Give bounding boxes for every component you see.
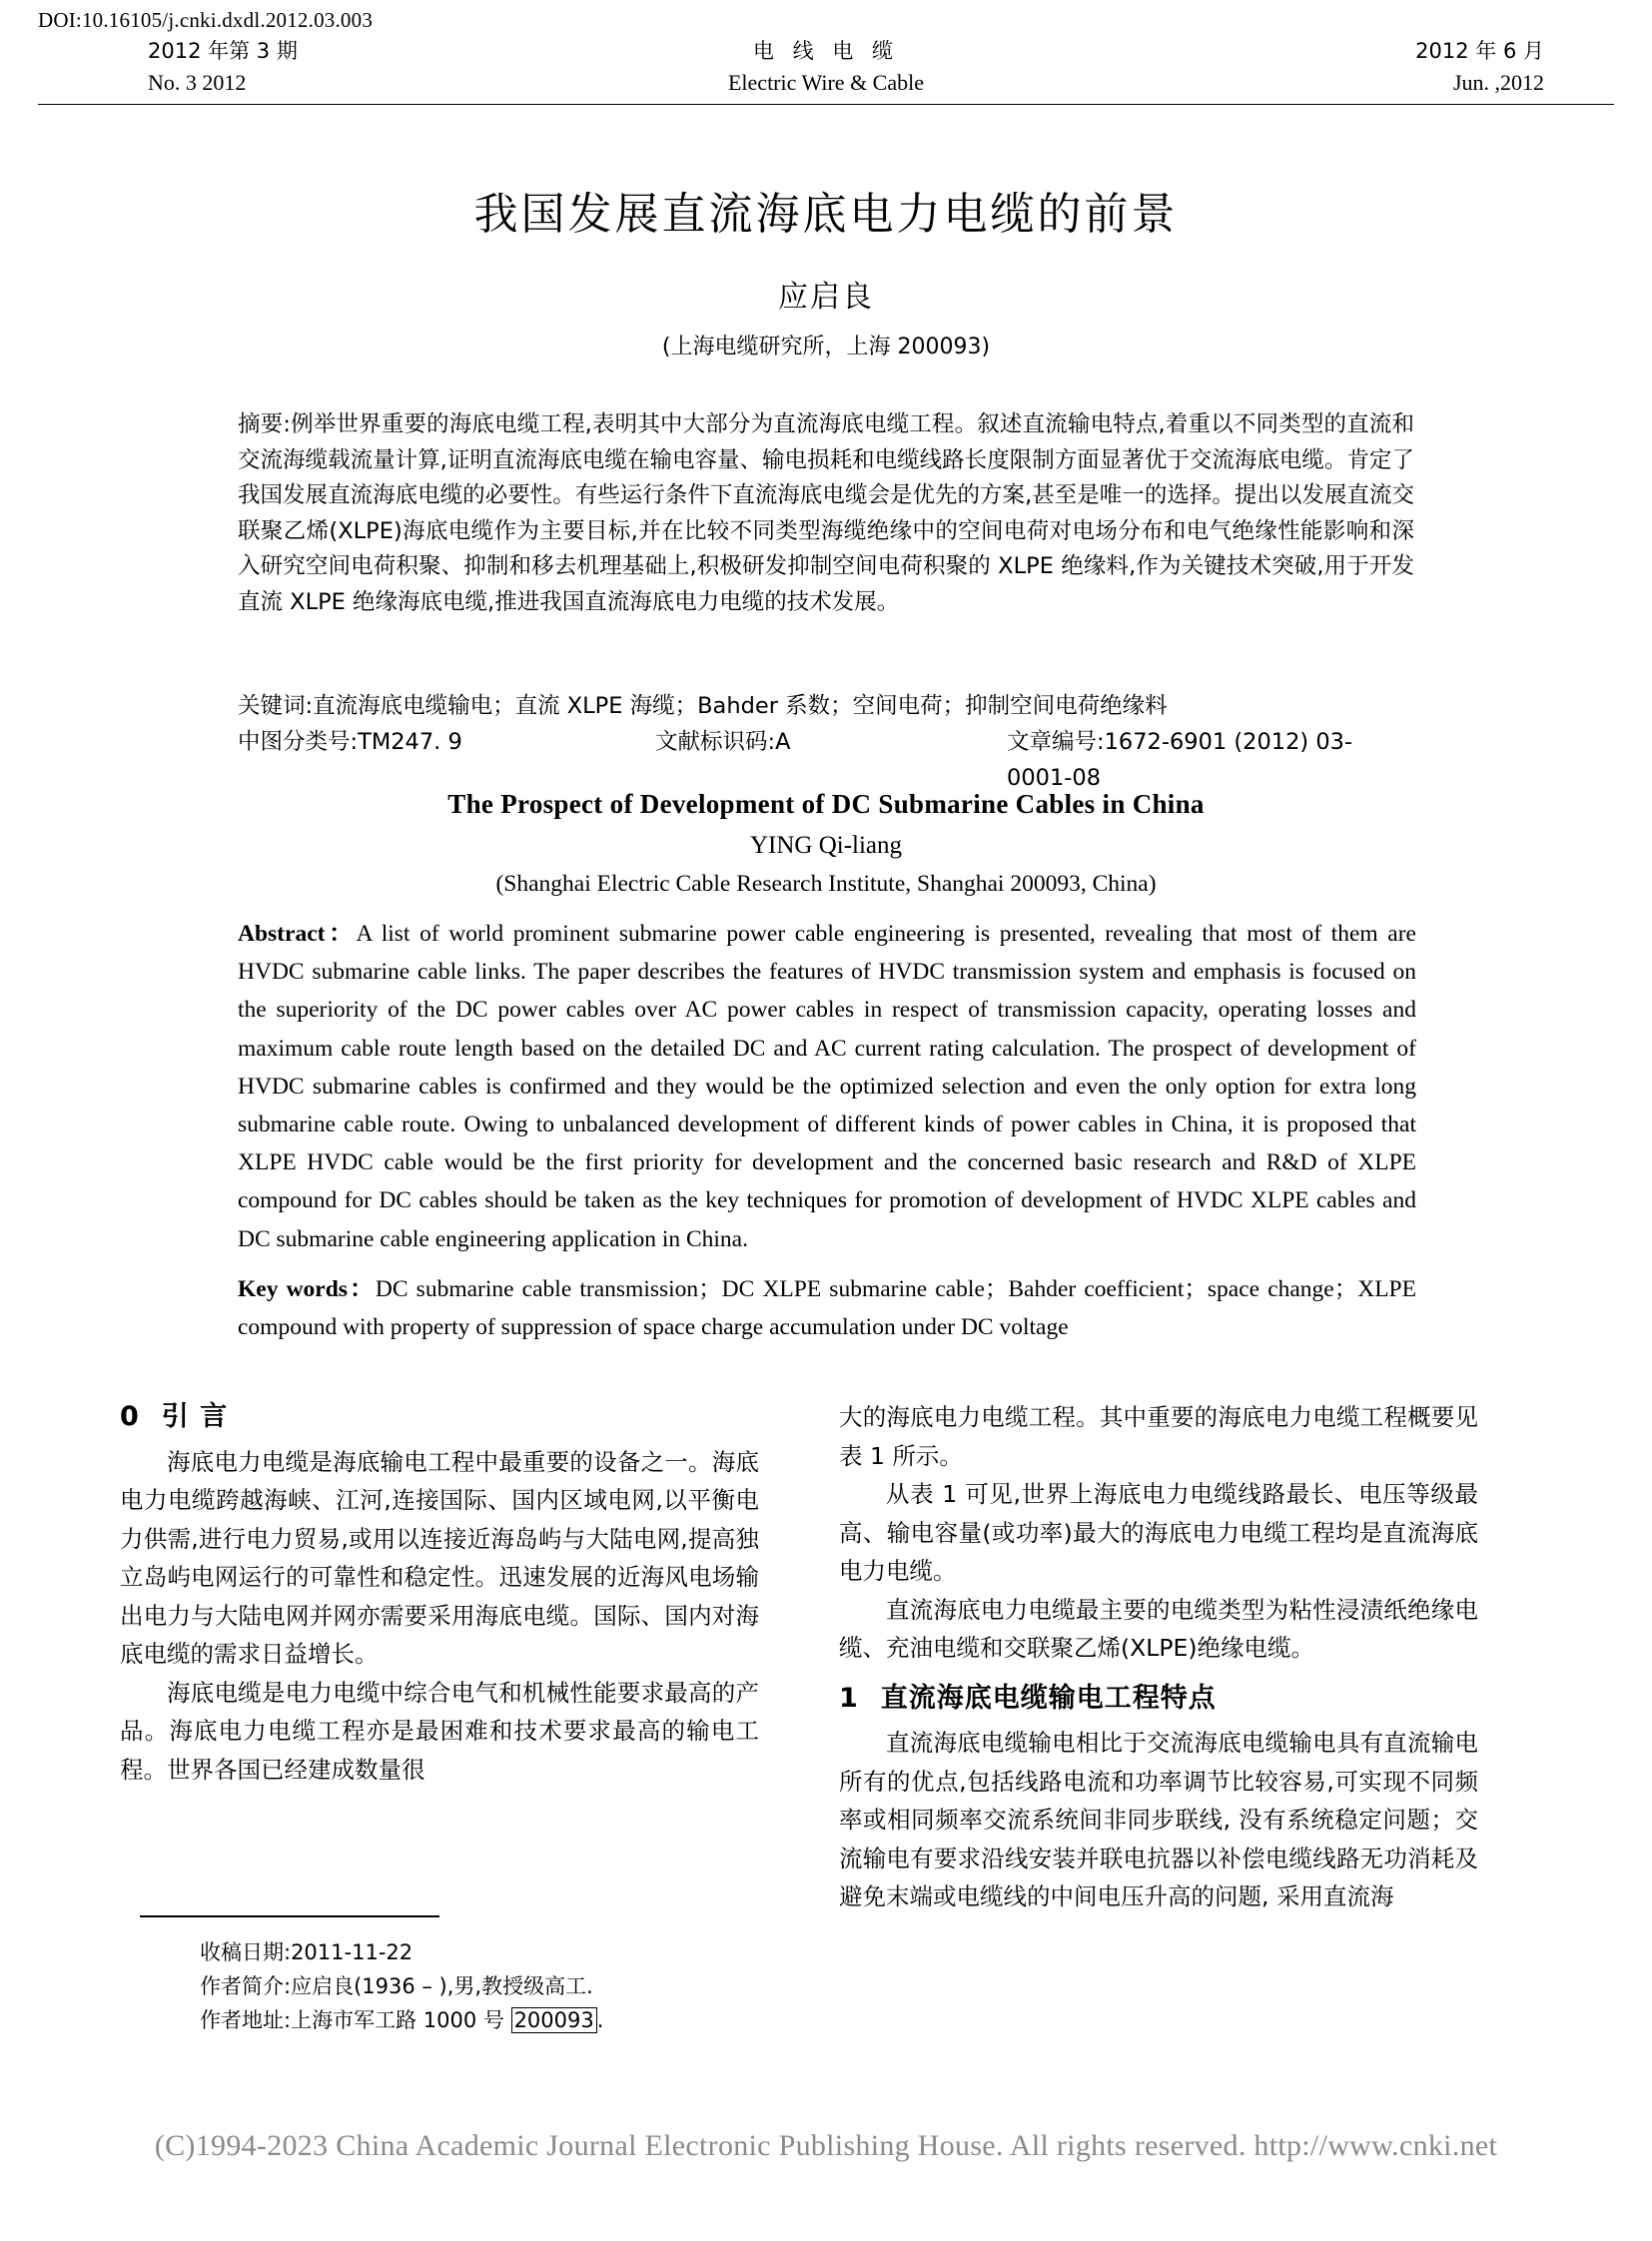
issue-en: No. 3 2012 xyxy=(148,70,247,95)
footnote-block xyxy=(200,1935,759,2037)
keywords-en xyxy=(238,1270,1416,1346)
paragraph: 海底电缆是电力电缆中综合电气和机械性能要求最高的产品。海底电力电缆工程亦是最困难和技术要求最高的输电工程。世界各国已经建成数量很 xyxy=(120,1678,759,1784)
section-heading-1 xyxy=(839,1680,1478,1719)
article-id: 文章编号:1672-6901 (2012) 03-0001-08 xyxy=(1007,729,1353,791)
page-title-cn: 我国发展直流海底电力电缆的前景 xyxy=(473,189,1179,240)
keywords-en-text: DC submarine cable transmission；DC XLPE submarine cable；Bahder coefficient；space change；XLPE compound with property of suppression of space charge accumulation under DC voltage xyxy=(238,1276,1416,1341)
header-divider xyxy=(38,104,1614,105)
section-heading-0 xyxy=(120,1398,759,1437)
author-cn: 应启良 xyxy=(778,280,874,315)
section-0-number: 0 xyxy=(120,1401,140,1432)
abstract-cn-text: 摘要:例举世界重要的海底电缆工程,表明其中大部分为直流海底电缆工程。叙述直流输电特点,着重以不同类型的直流和交流海缆载流量计算,证明直流海底电缆在输电容量、输电损耗和电缆线路长度限制方面显著优于交流海底电缆。肯定了我国发展直流海底电缆的必要性。有些运行条件下直流海底电缆会是优先的方案,甚至是唯一的选择。提出以发展直流交联聚乙烯(XLPE)海底电缆作为主要目标,并在比较不同类型海缆绝缘中的空间电荷对电场分布和电气绝缘性能影响和深入研究空间电荷积聚、抑制和移去机理基础上,积极研发抑制空间电荷积聚的 XLPE 绝缘料,作为关键技术突破,用于开发直流 XLPE 绝缘海底电缆,推进我国直流海底电力电缆的技术发展。 xyxy=(238,411,1414,615)
column-left xyxy=(120,1398,759,1789)
section-0-title: 引 言 xyxy=(161,1401,229,1432)
received-date: 收稿日期:2011-11-22 xyxy=(200,1940,413,1964)
abstract-en-text: A list of world prominent submarine power cable engineering is presented, revealing that most of them are HVDC submarine cable links. The paper describes the features of HVDC transmission system and emphasis is focused on the superiority of the DC power cables over AC power cables in respect of transmission capacity, operating losses and maximum cable route length based on the detailed DC and AC current rating calculation. The prospect of development of HVDC submarine cables is confirmed and they would be the optimized selection and even the only option for extra long submarine cable route. Owing to unbalanced development of different kinds of power cables in China, it is proposed that XLPE HVDC cable would be the first priority for development and the concerned basic research and R&D of XLPE compound for DC cables should be taken as the key techniques for promotion of development of HVDC XLPE cables and DC submarine cable engineering application in China. xyxy=(238,921,1416,1252)
paragraph: 海底电力电缆是海底输电工程中最重要的设备之一。海底电力电缆跨越海峡、江河,连接国际、国内区域电网,以平衡电力供需,进行电力贸易,或用以连接近海岛屿与大陆电网,提高独立岛屿电网运行的可靠性和稳定性。迅速发展的近海风电场输出电力与大陆电网并网亦需要采用海底电缆。国际、国内对海底电缆的需求日益增长。 xyxy=(120,1447,759,1668)
affiliation-en: (Shanghai Electric Cable Research Institute, Shanghai 200093, China) xyxy=(495,871,1157,897)
column-right xyxy=(839,1398,1478,1916)
author-address-suffix: . xyxy=(596,2008,604,2032)
section-1-number: 1 xyxy=(839,1682,859,1714)
copyright-notice: (C)1994-2023 China Academic Journal Electronic Publishing House. All rights reserved. http://www.cnki.net xyxy=(154,2129,1498,2162)
author-en: YING Qi-liang xyxy=(749,832,903,859)
paragraph: 直流海底电力电缆最主要的电缆类型为粘性浸渍纸绝缘电缆、充油电缆和交联聚乙烯(XLPE)绝缘电缆。 xyxy=(839,1595,1478,1662)
running-head-center xyxy=(38,36,1614,98)
abstract-en-label: Abstract： xyxy=(238,921,357,947)
paragraph: 大的海底电力电缆工程。其中重要的海底电力电缆工程概要见表 1 所示。 xyxy=(839,1403,1478,1470)
running-head-right xyxy=(1415,36,1544,98)
doi-line: DOI:10.16105/j.cnki.dxdl.2012.03.003 xyxy=(38,8,374,32)
journal-name-cn: 电 线 电 缆 xyxy=(752,39,900,63)
paragraph: 直流海底电缆输电相比于交流海底电缆输电具有直流输电所有的优点,包括线路电流和功率调节比较容易,可实现不同频率或相同频率交流系统间非同步联线, 没有系统稳定问题；交流输电有要求沿线安装并联电抗器以补偿电缆线路无功消耗及避免末端或电缆线的中间电压升高的问题, 采用直流海 xyxy=(839,1729,1478,1910)
document-code: 文献标识码:A xyxy=(655,729,791,755)
postal-code-box: 200093 xyxy=(511,2007,597,2033)
issue-cn: 2012 年第 3 期 xyxy=(148,39,298,63)
footnote-divider xyxy=(140,1915,439,1917)
classification-number: 中图分类号:TM247. 9 xyxy=(238,729,462,755)
keywords-en-label: Key words： xyxy=(238,1276,376,1302)
date-en: Jun. ,2012 xyxy=(1452,70,1544,95)
author-bio: 作者简介:应启良(1936 – ),男,教授级高工. xyxy=(200,1974,593,1998)
date-cn: 2012 年 6 月 xyxy=(1415,39,1544,63)
running-head xyxy=(38,36,1614,102)
journal-name-en: Electric Wire & Cable xyxy=(727,70,924,95)
affiliation-cn: (上海电缆研究所，上海 200093) xyxy=(661,335,991,360)
author-address xyxy=(200,2003,759,2037)
abstract-en xyxy=(238,915,1416,1258)
page-title-en: The Prospect of Development of DC Submarine Cables in China xyxy=(447,789,1205,819)
author-address-text: 作者地址:上海市军工路 1000 号 xyxy=(200,2008,504,2032)
abstract-cn xyxy=(238,407,1414,621)
section-1-title: 直流海底电缆输电工程特点 xyxy=(880,1682,1217,1714)
keywords-cn: 关键词:直流海底电缆输电；直流 XLPE 海缆；Bahder 系数；空间电荷；抑制空间电荷绝缘料 xyxy=(238,693,1168,719)
paragraph: 从表 1 可见,世界上海底电力电缆线路最长、电压等级最高、输电容量(或功率)最大的海底电力电缆工程均是直流海底电力电缆。 xyxy=(839,1480,1478,1585)
